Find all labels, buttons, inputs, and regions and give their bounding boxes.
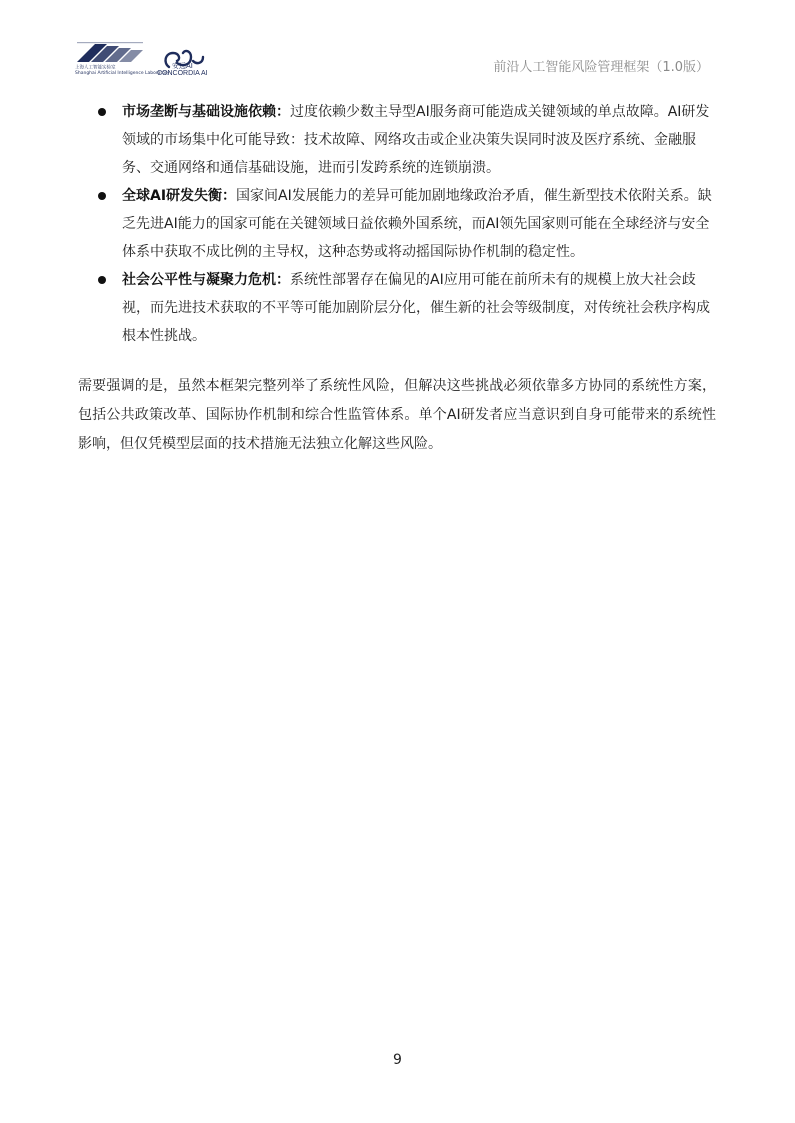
bullet-body: 过度依赖少数主导型AI服务商可能造成关键领域的单点故障。AI研发领域的市场集中化可能导致：技术故障、网络攻击或企业决策失误同时波及医疗系统、金融服务、交通网络和通信基础设施，进而引发跨系统的连锁崩溃。 (122, 104, 710, 176)
bullet-title: 全球AI研发失衡： (122, 188, 237, 204)
page-header (0, 0, 795, 90)
shanghai-ai-lab-logo-text: 上海人工智能实验室 Shanghai Artificial Intelligence Laboratory (75, 65, 170, 76)
bullet-body: 国家间AI发展能力的差异可能加剧地缘政治矛盾，催生新型技术依附关系。缺乏先进AI能力的国家可能在关键领域日益依赖外国系统，而AI领先国家则可能在全球经济与安全体系中获取不成比例的主导权，这种态势或将动摇国际协作机制的稳定性。 (122, 188, 712, 260)
bullet-item-global-imbalance (78, 182, 716, 266)
concordia-ai-logo-en: CONCORDIA AI (157, 70, 208, 77)
concordia-ai-logo-cn: 安远AI (172, 62, 193, 70)
bullet-dot-icon (98, 192, 106, 200)
risk-bullet-list (78, 98, 716, 350)
bullet-title: 市场垄断与基础设施依赖： (122, 104, 290, 120)
page-number: 9 (393, 1052, 402, 1068)
document-title: 前沿人工智能风险管理框架（1.0版） (493, 60, 709, 75)
summary-paragraph: 需要强调的是，虽然本框架完整列举了系统性风险，但解决这些挑战必须依靠多方协同的系统性方案，包括公共政策改革、国际协作机制和综合性监管体系。单个AI研发者应当意识到自身可能带来的系统性影响，但仅凭模型层面的技术措施无法独立化解这些风险。 (78, 378, 716, 452)
bullet-body: 系统性部署存在偏见的AI应用可能在前所未有的规模上放大社会歧视，而先进技术获取的不平等可能加剧阶层分化，催生新的社会等级制度，对传统社会秩序构成根本性挑战。 (122, 272, 710, 344)
page-content (78, 98, 716, 459)
bullet-title: 社会公平性与凝聚力危机： (122, 272, 290, 288)
bullet-dot-icon (98, 108, 106, 116)
bullet-dot-icon (98, 276, 106, 284)
bullet-item-market-monopoly (78, 98, 716, 182)
bullet-item-social-fairness (78, 266, 716, 350)
